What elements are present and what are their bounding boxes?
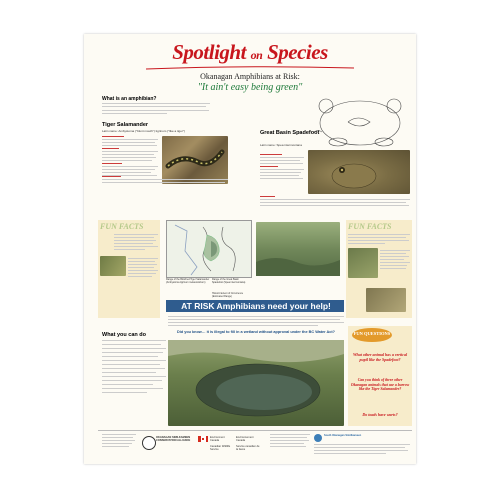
tiger-habitat-text — [102, 176, 228, 185]
fun-facts-right-text — [348, 234, 410, 246]
footer-cws-fr: Service canadien de la faune — [236, 445, 260, 451]
poster-subtitle: Okanagan Amphibians at Risk: — [200, 72, 300, 81]
title-spotlight: Spotlight — [172, 40, 246, 64]
map-legend-salamander: Range of the Blotched Tiger Salamander (Ambystoma tigrinum melanostictum) — [166, 278, 210, 284]
footer-south-okanagan: South Okanagan Similkameen — [324, 434, 362, 437]
fun-facts-right-text-2 — [380, 250, 410, 271]
tiger-heading: Tiger Salamander — [102, 122, 149, 128]
title-species: Species — [267, 40, 328, 64]
todo-list — [102, 340, 166, 396]
fun-facts-left-text-2 — [128, 258, 158, 279]
footer-middle-text — [270, 434, 310, 449]
footer-left-text — [102, 434, 136, 449]
fun-facts-right-photo — [348, 248, 378, 278]
poster — [84, 34, 416, 464]
spadefoot-latin: Latin name: Spea intermontana — [260, 143, 302, 147]
poster-tagline: "It ain't easy being green" — [197, 82, 303, 93]
fun-facts-left-title: FUN FACTS — [100, 222, 144, 231]
alliance-logo-icon — [142, 436, 156, 450]
footer-env-canada-fr: Environnement Canada — [236, 436, 254, 442]
range-map — [166, 220, 252, 278]
canada-flag-icon — [198, 436, 208, 442]
todo-heading: What you can do — [102, 332, 146, 338]
spadefoot-photo — [308, 150, 410, 194]
fun-question-1: What other animal has a vertical pupil like the Spadefoot? — [352, 352, 408, 362]
amphibian-heading: What is an amphibian? — [102, 96, 157, 102]
poster-title — [84, 40, 416, 65]
fun-facts-left-photo — [100, 256, 126, 276]
footer-env-canada: Environment Canada — [210, 436, 225, 442]
title-on: on — [250, 48, 263, 62]
map-legend-spadefoot: Range of the Great Basin Spadefoot (Spea intermontana) — [212, 278, 246, 284]
footer-alliance: OKANAGAN SIMILKAMEEN CONSERVATION ALLIANCE — [156, 436, 191, 442]
spadefoot-habitat-text — [260, 196, 410, 208]
footer-divider — [98, 430, 412, 431]
fun-facts-right-title: FUN FACTS — [348, 222, 392, 231]
spadefoot-heading: Great Basin Spadefoot — [260, 130, 320, 136]
fun-questions-title: FUN QUESTIONS — [353, 331, 391, 336]
tiger-latin: Latin name: Ambystoma ("blunt mouth") tigrinum ("like a tiger") — [102, 129, 185, 133]
fun-facts-left-text — [114, 234, 158, 252]
fun-question-3: Do toads have warts? — [362, 412, 398, 417]
fun-question-2: Can you think of three other Okanagan animals that use a burrow like the Tiger Salamander? — [350, 378, 410, 392]
wetland-photo — [168, 340, 344, 426]
wetland-photo-top — [256, 222, 340, 276]
map-legend-extent: Historic Extent of Occurrence (Estimated Range) — [212, 292, 244, 298]
banner-body — [168, 316, 344, 328]
banner-text: AT RISK Amphibians need your help! — [181, 301, 331, 311]
footer-cws: Canadian Wildlife Service — [210, 445, 231, 451]
sos-logo-icon — [314, 434, 322, 442]
fun-facts-right-photo-2 — [366, 288, 406, 312]
amphibian-text — [102, 103, 210, 116]
title-underline — [144, 65, 356, 71]
spadefoot-description — [260, 154, 304, 181]
footer-right-text — [314, 444, 410, 456]
banner-question: Did you know… it is illegal to fill in a wetland without approval under the BC Water Act? — [177, 330, 335, 334]
tiger-description — [102, 136, 158, 178]
lifecycle-diagram — [308, 92, 412, 154]
